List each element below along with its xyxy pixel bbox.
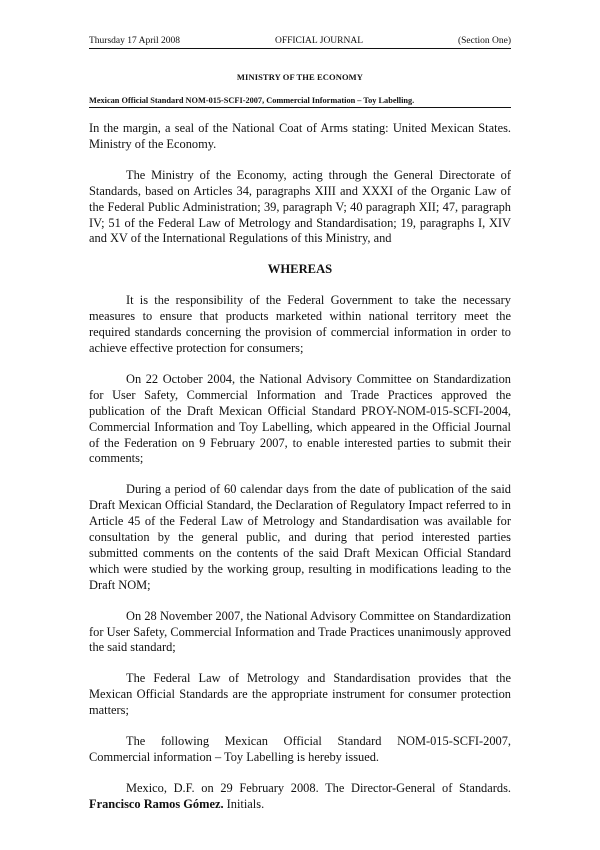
header-journal-title: OFFICIAL JOURNAL (274, 36, 364, 46)
closing-suffix: Initials. (226, 796, 265, 811)
closing-paragraph (89, 781, 511, 813)
whereas-paragraph-5: The Federal Law of Metrology and Standardisation provides that the Mexican Official Standards are the appropriate instrument for consumer protection matters; (89, 671, 511, 718)
ministry-heading: MINISTRY OF THE ECONOMY (236, 72, 364, 82)
document-body (89, 121, 511, 828)
whereas-paragraph-1: It is the responsibility of the Federal Government to take the necessary measures to ensure that products marketed within national territory meet the required standards concerning the provision of commercial information in order to achieve effective protection for consumers; (89, 293, 511, 355)
standard-subject-line: Mexican Official Standard NOM-015-SCFI-2007, Commercial Information – Toy Labelling. (89, 96, 511, 108)
running-header (89, 36, 511, 49)
whereas-paragraph-2: On 22 October 2004, the National Advisory Committee on Standardization for User Safety, Commercial Information and Trade Practices approved the publication of the Draft Mexican Official Standard PROY-NOM-015-SCFI-2004, Commercial Information and Toy Labelling, which appeared in the Official Journal of the Federation on 9 February 2007, to enable interested parties to submit their comments; (89, 371, 511, 466)
intro-paragraph: The Ministry of the Economy, acting through the General Directorate of Standards, based on Articles 34, paragraphs XIII and XXXI of the Organic Law of the Federal Public Administration; 39, paragraph V; 40 paragraph XII; 47, paragraph IV; 51 of the Federal Law of Metrology and Standardisation; 19, paragraphs I, XIV and XV of the International Regulations of this Ministry, and (89, 167, 511, 246)
header-date: Thursday 17 April 2008 (89, 36, 181, 46)
closing-text: Mexico, D.F. on 29 February 2008. The Director-General of Standards. (126, 780, 511, 795)
signatory-name: Francisco Ramos Gómez. (89, 796, 224, 811)
header-section: (Section One) (457, 36, 511, 46)
margin-note-paragraph: In the margin, a seal of the National Coat of Arms stating: United Mexican States. Ministry of the Economy. (89, 121, 511, 151)
whereas-paragraph-3: During a period of 60 calendar days from the date of publication of the said Draft Mexican Official Standard, the Declaration of Regulatory Impact referred to in Article 45 of the Federal Law of Metrology and Standardisation was available for consultation by the general public, and during that period interested parties submitted comments on the contents of the said Draft Mexican Official Standard which were studied by the working group, resulting in modifications leading to the Draft NOM; (89, 482, 511, 592)
whereas-paragraph-4: On 28 November 2007, the National Advisory Committee on Standardization for User Safety, Commercial Information and Trade Practices unanimously approved the said standard; (89, 608, 511, 655)
whereas-heading: WHEREAS (267, 262, 333, 277)
issuance-paragraph: The following Mexican Official Standard NOM-015-SCFI-2007, Commercial information – Toy Labelling is hereby issued. (89, 734, 511, 764)
